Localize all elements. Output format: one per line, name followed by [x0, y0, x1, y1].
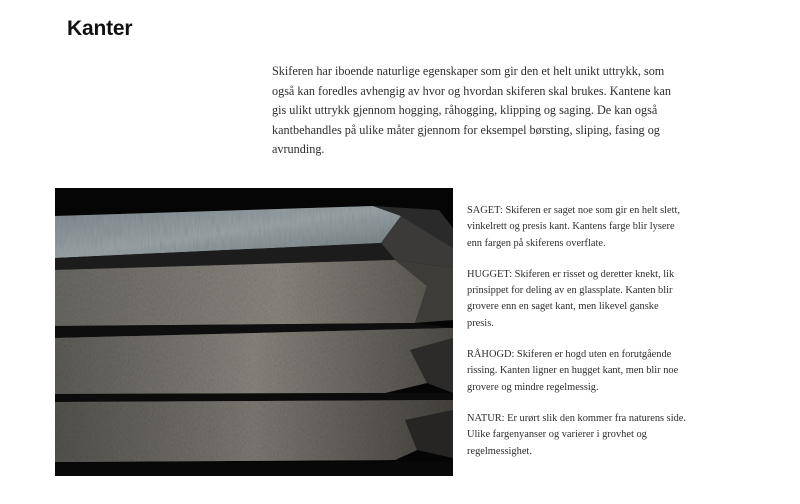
- slate-edge-2: [55, 328, 453, 394]
- edge-description-hugget: HUGGET: Skiferen er risset og deretter knekt, lik prinsippet for deling av en glassplate. Kanten blir grovere enn en saget kant, men likevel ganske presis.: [467, 268, 675, 329]
- edge-descriptions: [467, 203, 687, 475]
- page-title: Kanter: [67, 17, 133, 40]
- edge-description-saget: SAGET: Skiferen er saget noe som gir en helt slett, vinkelrett og presis kant. Kantens farge blir lysere enn fargen på skiferens overflate.: [467, 205, 681, 249]
- edge-description-rahogd: RÅHOGD: Skiferen er hogd uten en forutgående rissing. Kanten ligner en hugget kant, men blir noe grovere og mindre regelmessig.: [467, 349, 679, 393]
- intro-paragraph: Skiferen har iboende naturlige egenskaper som gir den et helt unikt uttrykk, som også kan foredles avhengig av hvor og hvordan skiferen skal brukes. Kantene kan gis ulikt uttrykk gjennom hogging, råhogging, klipping og saging. De kan også kantbehandles på ulike måter gjennom for eksempel børsting, sliping, fasing og avrunding.: [272, 64, 672, 157]
- edge-description-natur: NATUR: Er urørt slik den kommer fra naturens side. Ulike fargenyanser og varierer i grovhet og regelmessighet.: [467, 412, 687, 457]
- slate-edge-1: [55, 260, 427, 326]
- slate-edge-3: [55, 400, 453, 462]
- slate-edges-photo: [55, 188, 453, 476]
